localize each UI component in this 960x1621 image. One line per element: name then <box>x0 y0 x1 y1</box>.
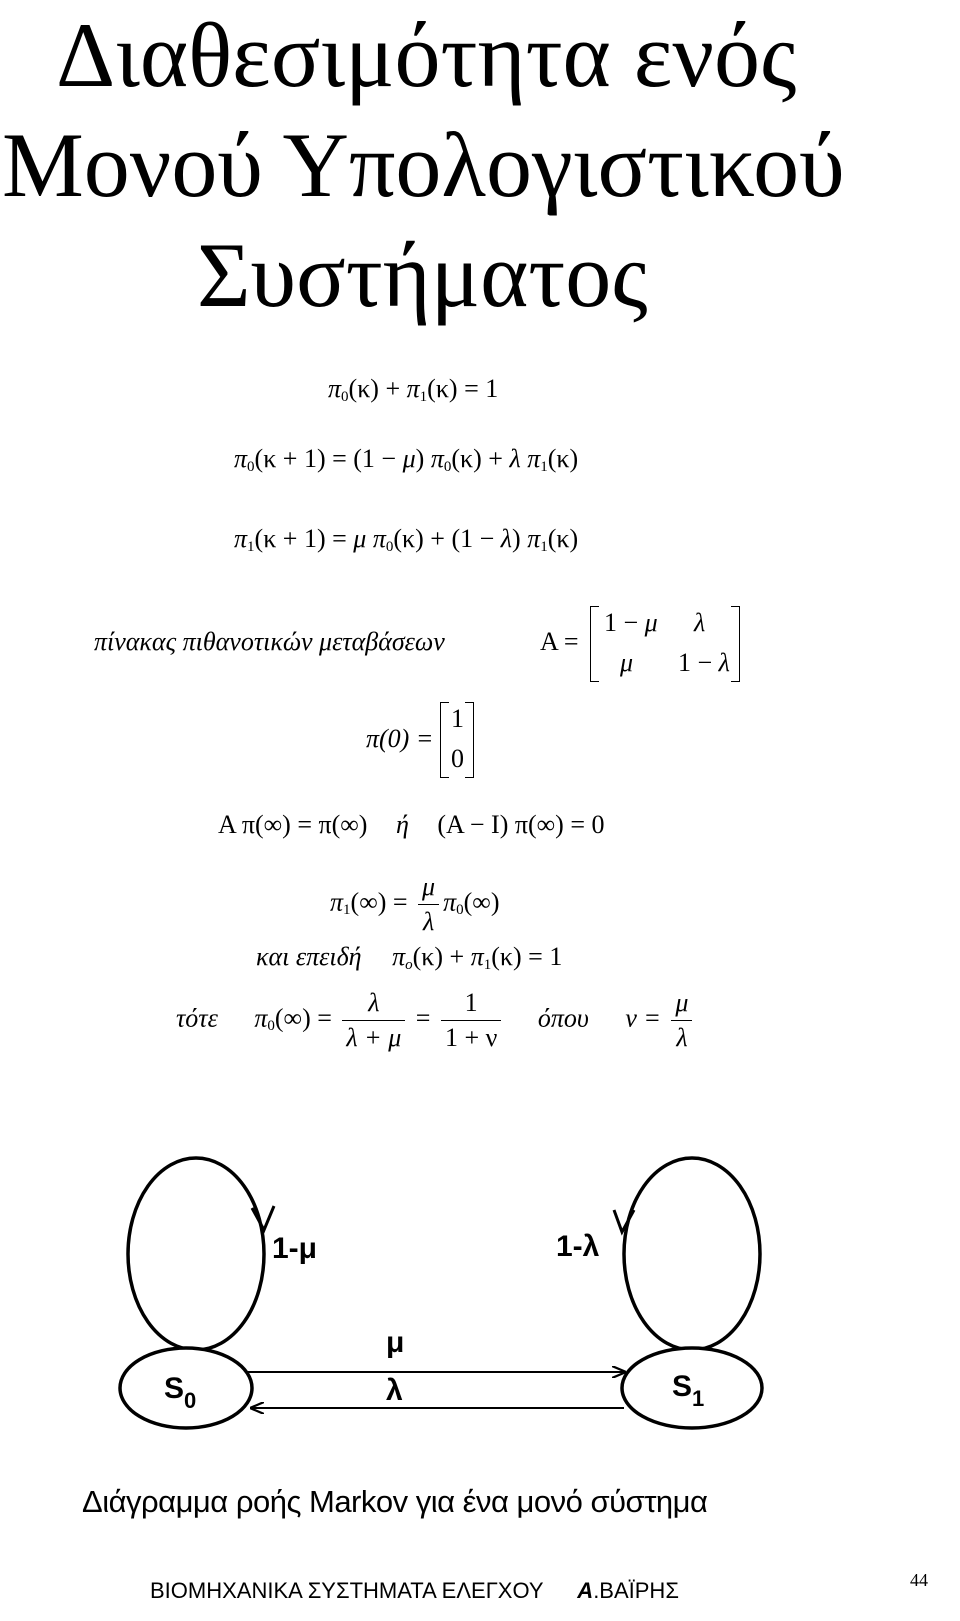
page-title <box>0 0 960 330</box>
matrix-lhs: A = <box>540 627 579 656</box>
fraction-one-over-nu: $\frac{1}{1 + \nu}$ <box>441 986 501 1055</box>
title-line-3: Συστήματος <box>197 224 648 326</box>
fraction-mu-over-lambda-nu: $\frac{\mu}{\lambda}$ <box>671 986 692 1055</box>
transition-matrix <box>590 606 740 682</box>
vector-cell-2: 0 <box>451 744 464 773</box>
footer <box>150 1578 679 1604</box>
self-loop-s1 <box>624 1158 760 1350</box>
state-label-s0: $S_0$ <box>164 1372 197 1413</box>
loop-label-s0: 1-μ <box>272 1232 318 1265</box>
title-line-2: Μονού Υπολογιστικού <box>2 114 845 216</box>
vector-left-bracket <box>440 702 449 778</box>
then-equation: τότε $\pi_0(\infty)$ = $\frac{\lambda}{\lambda + \mu}$ = $\frac{1}{1 + \nu}$ όπου ν = $\frac{\mu}{\lambda}$ <box>176 986 696 1055</box>
state-label-s1: $S_1$ <box>672 1370 705 1411</box>
matrix-cell-11: 1 − μ <box>604 608 658 637</box>
loop-arrow-s1 <box>614 1210 634 1232</box>
page-number: 44 <box>910 1570 928 1590</box>
vector-cell-1: 1 <box>451 704 464 733</box>
initial-vector <box>440 702 474 778</box>
vector-right-bracket <box>465 702 474 778</box>
fraction-mu-over-lambda: $\frac{\mu}{\lambda}$ <box>418 870 439 939</box>
transition-matrix-label: πίνακας πιθανοτικών μεταβάσεων <box>94 627 445 656</box>
markov-diagram <box>0 1140 960 1480</box>
footer-course: ΒΙΟΜΗΧΑΝΙΚΑ ΣΥΣΤΗΜΑΤΑ ΕΛΕΓΧΟΥ <box>150 1578 544 1603</box>
matrix-left-bracket <box>590 606 599 682</box>
matrix-right-bracket <box>731 606 740 682</box>
loop-label-s1: 1-λ <box>556 1230 600 1263</box>
title-line-1: Διαθεσιμότητα ενός <box>56 4 797 106</box>
self-loop-s0 <box>128 1158 264 1350</box>
matrix-cell-12: λ <box>694 608 706 637</box>
equation-pi0-recurrence: $\pi_0(\kappa + 1) = (1 - \mu) \pi_0(\kappa) + \lambda$ $\pi_1(\kappa)$ <box>234 444 579 475</box>
fraction-lambda-over-sum: $\frac{\lambda}{\lambda + \mu}$ <box>342 986 405 1055</box>
arrow-label-lambda: λ <box>386 1374 403 1407</box>
diagram-caption: Διάγραμμα ροής Markov για ένα μονό σύστημα <box>82 1484 708 1519</box>
steady-state-equation: A π(∞) = π(∞) ή (A − I) π(∞) = 0 <box>218 810 605 839</box>
footer-author: Α.ΒΑΪΡΗΣ <box>577 1578 679 1603</box>
matrix-cell-22: 1 − λ <box>678 648 730 677</box>
since-equation: και επειδή $\pi_o(\kappa) + \pi_1(\kappa) = 1$ <box>256 942 563 973</box>
arrow-label-mu: μ <box>386 1326 405 1359</box>
equation-normalization: $\pi_0(\kappa) + \pi_1(\kappa) = 1$ <box>328 374 499 405</box>
matrix-cell-21: μ <box>620 648 634 677</box>
equation-pi1-recurrence: $\pi_1(\kappa + 1) = \mu$ $\pi_0(\kappa) + (1 - \lambda)$ $\pi_1(\kappa)$ <box>234 524 579 555</box>
pi1-steady-equation: $\pi_1(\infty)$ = $\frac{\mu}{\lambda}$ $\pi_0(\infty)$ <box>330 870 500 939</box>
initial-vector-lhs: π(0) = <box>366 724 434 753</box>
